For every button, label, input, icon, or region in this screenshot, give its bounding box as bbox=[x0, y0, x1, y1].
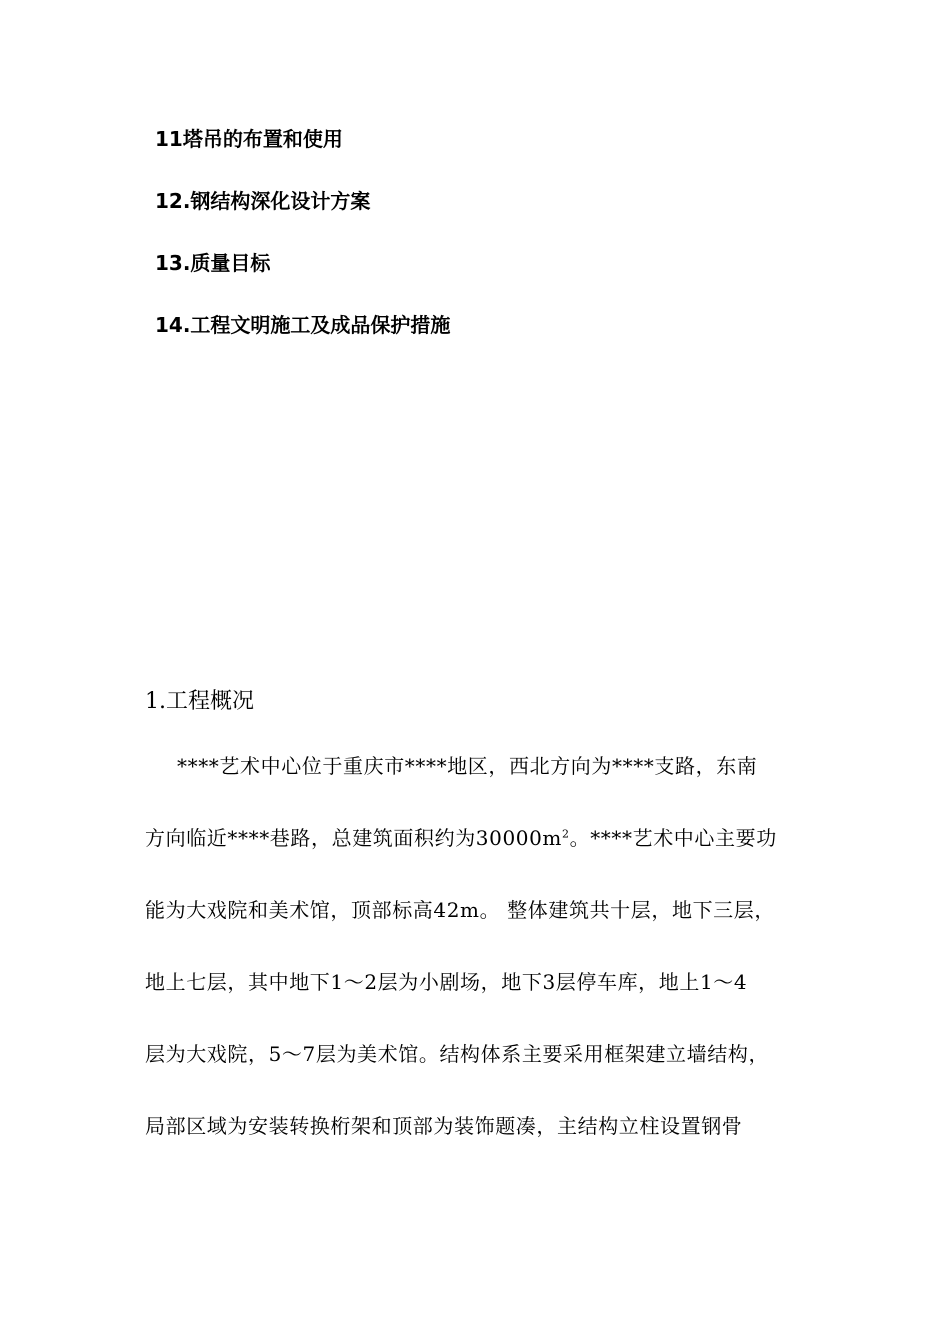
section-heading: 1.工程概况 bbox=[145, 689, 254, 714]
area-text-prefix: 方向临近****巷路，总建筑面积约为30000m bbox=[145, 826, 562, 850]
toc-item-civilized-construction: 14.工程文明施工及成品保护措施 bbox=[155, 313, 451, 337]
toc-item-quality-target: 13.质量目标 bbox=[155, 251, 271, 275]
area-text-suffix: 。****艺术中心主要功 bbox=[569, 826, 777, 850]
paragraph-line: 局部区域为安装转换桁架和顶部为装饰题凑，主结构立柱设置钢骨 bbox=[145, 1114, 743, 1138]
paragraph-line: 地上七层，其中地下1～2层为小剧场，地下3层停车库，地上1～4 bbox=[145, 970, 748, 994]
table-of-contents bbox=[155, 124, 855, 372]
toc-item-steel-design: 12.钢结构深化设计方案 bbox=[155, 189, 371, 213]
area-superscript: 2 bbox=[562, 827, 570, 841]
project-overview-section bbox=[145, 682, 835, 1182]
paragraph-line-area bbox=[145, 822, 835, 854]
toc-item-tower-crane: 11塔吊的布置和使用 bbox=[155, 127, 343, 151]
paragraph-line: ****艺术中心位于重庆市****地区，西北方向为****支路，东南 bbox=[177, 754, 758, 778]
paragraph-line: 层为大戏院，5～7层为美术馆。结构体系主要采用框架建立墙结构， bbox=[145, 1042, 770, 1066]
paragraph-line: 能为大戏院和美术馆，顶部标高42m。 整体建筑共十层，地下三层， bbox=[145, 898, 775, 922]
